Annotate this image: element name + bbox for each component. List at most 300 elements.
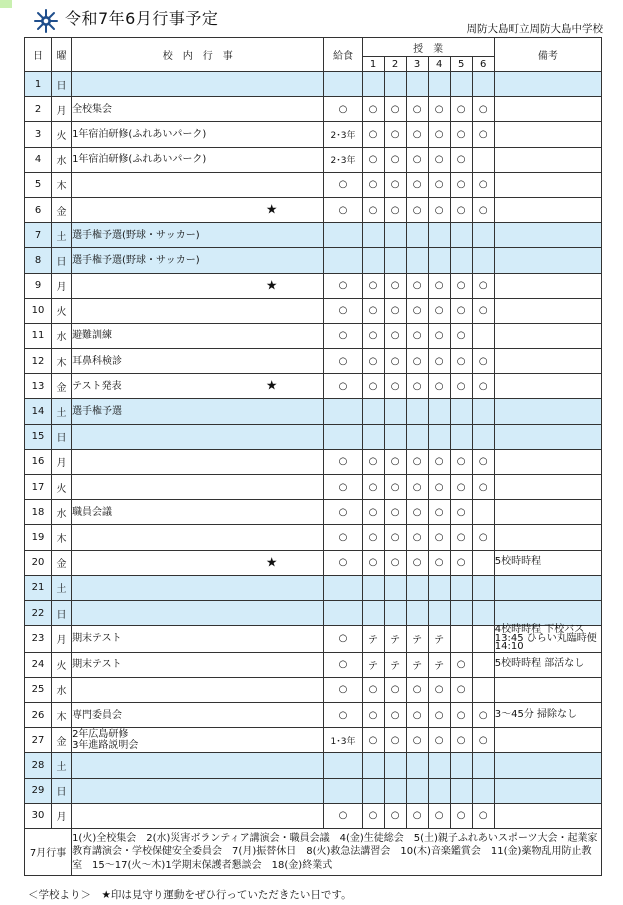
notes-cell bbox=[494, 172, 601, 197]
table-row bbox=[25, 122, 602, 147]
period-cell: ○ bbox=[472, 525, 494, 550]
table-row bbox=[25, 298, 602, 323]
period-cell: ○ bbox=[384, 500, 406, 525]
notes-cell bbox=[494, 677, 601, 702]
day-cell: 12 bbox=[25, 349, 52, 374]
period-cell: ○ bbox=[428, 349, 450, 374]
period-cell: ○ bbox=[384, 197, 406, 222]
period-cell: ○ bbox=[406, 323, 428, 348]
lunch-cell bbox=[324, 600, 362, 625]
period-cell: ○ bbox=[450, 728, 472, 753]
day-cell: 24 bbox=[25, 652, 52, 677]
day-cell: 26 bbox=[25, 703, 52, 728]
period-cell bbox=[450, 399, 472, 424]
lunch-cell: ○ bbox=[324, 97, 362, 122]
weekday-cell: 日 bbox=[52, 72, 72, 97]
period-cell: ○ bbox=[472, 298, 494, 323]
weekday-cell: 土 bbox=[52, 753, 72, 778]
period-cell: テ bbox=[428, 652, 450, 677]
period-cell bbox=[384, 223, 406, 248]
event-cell bbox=[72, 778, 324, 803]
period-cell bbox=[384, 399, 406, 424]
period-cell bbox=[362, 223, 384, 248]
notes-cell bbox=[494, 728, 601, 753]
period-cell: ○ bbox=[362, 374, 384, 399]
event-text: 2年広島研修 3年進路説明会 bbox=[72, 729, 139, 752]
day-cell: 27 bbox=[25, 728, 52, 753]
lunch-cell: ○ bbox=[324, 172, 362, 197]
period-cell: ○ bbox=[428, 197, 450, 222]
period-cell: テ bbox=[362, 652, 384, 677]
lunch-cell: ○ bbox=[324, 349, 362, 374]
event-text: 職員会議 bbox=[72, 506, 113, 518]
period-cell: ○ bbox=[362, 525, 384, 550]
lunch-cell: ○ bbox=[324, 652, 362, 677]
period-cell: ○ bbox=[428, 525, 450, 550]
period-cell bbox=[472, 550, 494, 575]
period-cell bbox=[428, 223, 450, 248]
period-cell: ○ bbox=[362, 349, 384, 374]
period-cell bbox=[406, 248, 428, 273]
period-cell: ○ bbox=[472, 273, 494, 298]
weekday-cell: 火 bbox=[52, 652, 72, 677]
notes-cell bbox=[494, 72, 601, 97]
period-cell bbox=[450, 72, 472, 97]
event-cell bbox=[72, 273, 324, 298]
notes-cell bbox=[494, 575, 601, 600]
period-cell: ○ bbox=[384, 298, 406, 323]
day-cell: 4 bbox=[25, 147, 52, 172]
period-cell: ○ bbox=[406, 122, 428, 147]
day-cell: 11 bbox=[25, 323, 52, 348]
period-cell: ○ bbox=[362, 449, 384, 474]
period-cell bbox=[362, 72, 384, 97]
header-day: 日 bbox=[25, 38, 52, 72]
event-cell bbox=[72, 728, 324, 753]
event-text: 選手権予選(野球・サッカー) bbox=[72, 229, 200, 241]
notes-cell bbox=[494, 323, 601, 348]
day-cell: 21 bbox=[25, 575, 52, 600]
day-cell: 19 bbox=[25, 525, 52, 550]
period-cell bbox=[472, 323, 494, 348]
period-cell bbox=[384, 424, 406, 449]
period-cell: ○ bbox=[406, 500, 428, 525]
table-row bbox=[25, 600, 602, 625]
day-cell: 14 bbox=[25, 399, 52, 424]
notes-cell: 5校時時程 bbox=[494, 550, 601, 575]
table-row bbox=[25, 97, 602, 122]
period-cell: ○ bbox=[384, 728, 406, 753]
lunch-cell bbox=[324, 778, 362, 803]
event-cell bbox=[72, 374, 324, 399]
day-cell: 30 bbox=[25, 803, 52, 828]
event-cell bbox=[72, 122, 324, 147]
period-cell: ○ bbox=[428, 728, 450, 753]
day-cell: 13 bbox=[25, 374, 52, 399]
header-weekday: 曜 bbox=[52, 38, 72, 72]
period-cell: ○ bbox=[362, 147, 384, 172]
period-cell: ○ bbox=[362, 197, 384, 222]
period-cell: ○ bbox=[428, 273, 450, 298]
period-cell: ○ bbox=[450, 147, 472, 172]
day-cell: 9 bbox=[25, 273, 52, 298]
star-icon: ★ bbox=[265, 555, 278, 571]
header-period: 1 bbox=[362, 57, 384, 72]
event-text: 全校集会 bbox=[72, 103, 113, 115]
period-cell: ○ bbox=[450, 449, 472, 474]
lunch-cell: ○ bbox=[324, 703, 362, 728]
event-cell bbox=[72, 424, 324, 449]
footer-note: ＜学校より＞ ★印は見守り運動をぜひ行っていただきたい日です。 bbox=[28, 889, 352, 901]
period-cell: ○ bbox=[406, 374, 428, 399]
lunch-cell bbox=[324, 753, 362, 778]
event-cell bbox=[72, 197, 324, 222]
period-cell bbox=[472, 399, 494, 424]
period-cell bbox=[406, 600, 428, 625]
event-cell bbox=[72, 500, 324, 525]
lunch-cell bbox=[324, 72, 362, 97]
period-cell: ○ bbox=[428, 122, 450, 147]
header-period: 4 bbox=[428, 57, 450, 72]
lunch-cell: 1･3年 bbox=[324, 728, 362, 753]
period-cell: テ bbox=[384, 652, 406, 677]
period-cell bbox=[472, 248, 494, 273]
period-cell: テ bbox=[428, 626, 450, 653]
period-cell: ○ bbox=[472, 374, 494, 399]
period-cell: ○ bbox=[384, 525, 406, 550]
weekday-cell: 土 bbox=[52, 399, 72, 424]
period-cell: ○ bbox=[406, 525, 428, 550]
table-row bbox=[25, 399, 602, 424]
period-cell: ○ bbox=[450, 197, 472, 222]
period-cell: ○ bbox=[384, 97, 406, 122]
day-cell: 18 bbox=[25, 500, 52, 525]
table-row bbox=[25, 374, 602, 399]
period-cell bbox=[450, 248, 472, 273]
period-cell bbox=[472, 778, 494, 803]
period-cell bbox=[472, 147, 494, 172]
period-cell bbox=[362, 753, 384, 778]
weekday-cell: 月 bbox=[52, 273, 72, 298]
notes-cell bbox=[494, 424, 601, 449]
event-text: 期末テスト bbox=[72, 659, 122, 671]
period-cell bbox=[362, 248, 384, 273]
day-cell: 29 bbox=[25, 778, 52, 803]
table-row bbox=[25, 778, 602, 803]
event-cell bbox=[72, 753, 324, 778]
period-cell bbox=[406, 778, 428, 803]
july-events-text: 1(火)全校集会 2(水)災害ボランティア講演会・職員会議 4(金)生徒総会 5(土)親子ふれあいスポーツ大会・起業家教育講演会・学校保健安全委員会 7(月)振替休日 8(火)救急法講習会 10(木)音楽鑑賞会 11(金)薬物乱用防止教室 15～17(火～木)1学期末保護者懇談会 18(金)終業式 bbox=[72, 828, 602, 875]
period-cell bbox=[362, 399, 384, 424]
weekday-cell: 月 bbox=[52, 626, 72, 653]
notes-cell bbox=[494, 97, 601, 122]
table-row bbox=[25, 323, 602, 348]
lunch-cell: ○ bbox=[324, 500, 362, 525]
weekday-cell: 水 bbox=[52, 323, 72, 348]
period-cell: ○ bbox=[450, 803, 472, 828]
day-cell: 15 bbox=[25, 424, 52, 449]
header-period: 2 bbox=[384, 57, 406, 72]
notes-cell bbox=[494, 753, 601, 778]
event-cell bbox=[72, 248, 324, 273]
school-emblem-icon bbox=[34, 9, 58, 33]
corner-marker bbox=[0, 0, 12, 8]
period-cell bbox=[428, 399, 450, 424]
period-cell: ○ bbox=[472, 172, 494, 197]
period-cell bbox=[428, 575, 450, 600]
period-cell: ○ bbox=[362, 703, 384, 728]
period-cell: ○ bbox=[450, 298, 472, 323]
table-row bbox=[25, 424, 602, 449]
period-cell: ○ bbox=[362, 97, 384, 122]
period-cell: ○ bbox=[406, 172, 428, 197]
lunch-cell: ○ bbox=[324, 525, 362, 550]
notes-cell: 4校時時程 下校バス13:45 ひらい丸臨時便14:10 bbox=[494, 626, 601, 653]
period-cell bbox=[406, 223, 428, 248]
table-row bbox=[25, 349, 602, 374]
table-row bbox=[25, 72, 602, 97]
period-cell: ○ bbox=[428, 374, 450, 399]
weekday-cell: 日 bbox=[52, 248, 72, 273]
weekday-cell: 火 bbox=[52, 298, 72, 323]
notes-cell bbox=[494, 500, 601, 525]
day-cell: 3 bbox=[25, 122, 52, 147]
table-row bbox=[25, 172, 602, 197]
event-cell bbox=[72, 677, 324, 702]
weekday-cell: 火 bbox=[52, 122, 72, 147]
period-cell bbox=[450, 223, 472, 248]
event-cell bbox=[72, 298, 324, 323]
event-cell bbox=[72, 223, 324, 248]
period-cell bbox=[450, 575, 472, 600]
lunch-cell: ○ bbox=[324, 803, 362, 828]
day-cell: 5 bbox=[25, 172, 52, 197]
lunch-cell: ○ bbox=[324, 374, 362, 399]
table-row bbox=[25, 626, 602, 653]
day-cell: 20 bbox=[25, 550, 52, 575]
weekday-cell: 土 bbox=[52, 575, 72, 600]
period-cell: ○ bbox=[428, 449, 450, 474]
notes-cell bbox=[494, 399, 601, 424]
table-row bbox=[25, 575, 602, 600]
period-cell bbox=[384, 575, 406, 600]
period-cell: テ bbox=[362, 626, 384, 653]
lunch-cell bbox=[324, 223, 362, 248]
lunch-cell: ○ bbox=[324, 197, 362, 222]
period-cell: ○ bbox=[428, 677, 450, 702]
period-cell: ○ bbox=[428, 298, 450, 323]
period-cell bbox=[472, 575, 494, 600]
period-cell bbox=[450, 626, 472, 653]
event-text: 専門委員会 bbox=[72, 709, 123, 721]
period-cell: ○ bbox=[450, 172, 472, 197]
table-row bbox=[25, 223, 602, 248]
period-cell: ○ bbox=[406, 703, 428, 728]
table-row bbox=[25, 248, 602, 273]
period-cell bbox=[472, 626, 494, 653]
weekday-cell: 月 bbox=[52, 449, 72, 474]
period-cell: ○ bbox=[428, 172, 450, 197]
table-row bbox=[25, 803, 602, 828]
event-cell bbox=[72, 600, 324, 625]
table-row bbox=[25, 449, 602, 474]
period-cell bbox=[428, 753, 450, 778]
weekday-cell: 金 bbox=[52, 374, 72, 399]
event-text: 期末テスト bbox=[72, 633, 122, 645]
period-cell: ○ bbox=[450, 97, 472, 122]
table-row bbox=[25, 147, 602, 172]
star-icon: ★ bbox=[265, 278, 278, 294]
period-cell: ○ bbox=[384, 349, 406, 374]
period-cell: ○ bbox=[472, 97, 494, 122]
period-cell bbox=[472, 500, 494, 525]
notes-cell bbox=[494, 147, 601, 172]
period-cell: ○ bbox=[384, 677, 406, 702]
july-events-label: 7月行事 bbox=[25, 828, 72, 875]
period-cell: ○ bbox=[362, 172, 384, 197]
day-cell: 10 bbox=[25, 298, 52, 323]
period-cell bbox=[450, 600, 472, 625]
weekday-cell: 水 bbox=[52, 677, 72, 702]
lunch-cell: 2･3年 bbox=[324, 122, 362, 147]
weekday-cell: 火 bbox=[52, 475, 72, 500]
event-cell bbox=[72, 575, 324, 600]
notes-cell bbox=[494, 803, 601, 828]
notes-cell bbox=[494, 223, 601, 248]
event-cell bbox=[72, 147, 324, 172]
table-row bbox=[25, 475, 602, 500]
period-cell: ○ bbox=[406, 147, 428, 172]
event-text: 避難訓練 bbox=[72, 330, 113, 342]
day-cell: 28 bbox=[25, 753, 52, 778]
period-cell: ○ bbox=[384, 172, 406, 197]
period-cell bbox=[406, 753, 428, 778]
period-cell bbox=[472, 677, 494, 702]
event-text: 1年宿泊研修(ふれあいパーク) bbox=[72, 128, 207, 140]
table-row bbox=[25, 703, 602, 728]
notes-cell bbox=[494, 374, 601, 399]
header-period: 5 bbox=[450, 57, 472, 72]
period-cell: ○ bbox=[450, 475, 472, 500]
period-cell: ○ bbox=[472, 449, 494, 474]
header-notes: 備考 bbox=[494, 38, 601, 72]
notes-cell bbox=[494, 525, 601, 550]
period-cell: ○ bbox=[472, 122, 494, 147]
header-events: 校 内 行 事 bbox=[72, 38, 324, 72]
period-cell: ○ bbox=[406, 475, 428, 500]
lunch-cell: 2･3年 bbox=[324, 147, 362, 172]
period-cell: ○ bbox=[450, 500, 472, 525]
period-cell bbox=[384, 248, 406, 273]
period-cell bbox=[472, 600, 494, 625]
period-cell: ○ bbox=[384, 475, 406, 500]
event-text: テスト発表 bbox=[72, 380, 122, 392]
period-cell: ○ bbox=[450, 525, 472, 550]
period-cell bbox=[428, 72, 450, 97]
weekday-cell: 日 bbox=[52, 424, 72, 449]
period-cell: ○ bbox=[384, 803, 406, 828]
period-cell bbox=[384, 778, 406, 803]
period-cell: ○ bbox=[384, 147, 406, 172]
lunch-cell bbox=[324, 424, 362, 449]
header-period: 6 bbox=[472, 57, 494, 72]
period-cell bbox=[362, 600, 384, 625]
period-cell: ○ bbox=[450, 703, 472, 728]
period-cell: ○ bbox=[428, 803, 450, 828]
day-cell: 23 bbox=[25, 626, 52, 653]
weekday-cell: 土 bbox=[52, 223, 72, 248]
weekday-cell: 日 bbox=[52, 778, 72, 803]
period-cell: ○ bbox=[428, 323, 450, 348]
period-cell: ○ bbox=[362, 475, 384, 500]
period-cell: ○ bbox=[472, 197, 494, 222]
table-row bbox=[25, 753, 602, 778]
period-cell bbox=[362, 575, 384, 600]
notes-cell bbox=[494, 122, 601, 147]
period-cell: ○ bbox=[428, 550, 450, 575]
notes-cell bbox=[494, 475, 601, 500]
period-cell: ○ bbox=[362, 550, 384, 575]
period-cell bbox=[406, 399, 428, 424]
lunch-cell: ○ bbox=[324, 626, 362, 653]
period-cell: テ bbox=[406, 626, 428, 653]
period-cell: ○ bbox=[406, 197, 428, 222]
period-cell: ○ bbox=[428, 97, 450, 122]
table-row bbox=[25, 525, 602, 550]
day-cell: 22 bbox=[25, 600, 52, 625]
notes-cell bbox=[494, 273, 601, 298]
period-cell: ○ bbox=[472, 803, 494, 828]
notes-cell bbox=[494, 298, 601, 323]
period-cell: ○ bbox=[362, 500, 384, 525]
period-cell bbox=[406, 72, 428, 97]
period-cell: ○ bbox=[362, 728, 384, 753]
notes-cell: 3～45分 掃除なし bbox=[494, 703, 601, 728]
period-cell bbox=[450, 424, 472, 449]
day-cell: 25 bbox=[25, 677, 52, 702]
period-cell: テ bbox=[384, 626, 406, 653]
event-cell bbox=[72, 323, 324, 348]
event-cell bbox=[72, 72, 324, 97]
period-cell: ○ bbox=[428, 147, 450, 172]
period-cell bbox=[450, 753, 472, 778]
period-cell: ○ bbox=[406, 298, 428, 323]
period-cell: ○ bbox=[450, 349, 472, 374]
period-cell bbox=[428, 424, 450, 449]
weekday-cell: 金 bbox=[52, 197, 72, 222]
weekday-cell: 木 bbox=[52, 172, 72, 197]
period-cell: ○ bbox=[406, 349, 428, 374]
period-cell bbox=[472, 652, 494, 677]
period-cell: ○ bbox=[384, 323, 406, 348]
period-cell: ○ bbox=[472, 349, 494, 374]
period-cell: ○ bbox=[362, 122, 384, 147]
period-cell: ○ bbox=[384, 550, 406, 575]
day-cell: 16 bbox=[25, 449, 52, 474]
notes-cell bbox=[494, 349, 601, 374]
period-cell bbox=[472, 424, 494, 449]
period-cell bbox=[472, 753, 494, 778]
event-cell bbox=[72, 703, 324, 728]
weekday-cell: 月 bbox=[52, 803, 72, 828]
notes-cell: 5校時時程 部活なし bbox=[494, 652, 601, 677]
period-cell: ○ bbox=[406, 97, 428, 122]
lunch-cell bbox=[324, 399, 362, 424]
schedule-table bbox=[24, 37, 602, 876]
star-icon: ★ bbox=[265, 378, 278, 394]
period-cell bbox=[472, 72, 494, 97]
period-cell: ○ bbox=[362, 677, 384, 702]
